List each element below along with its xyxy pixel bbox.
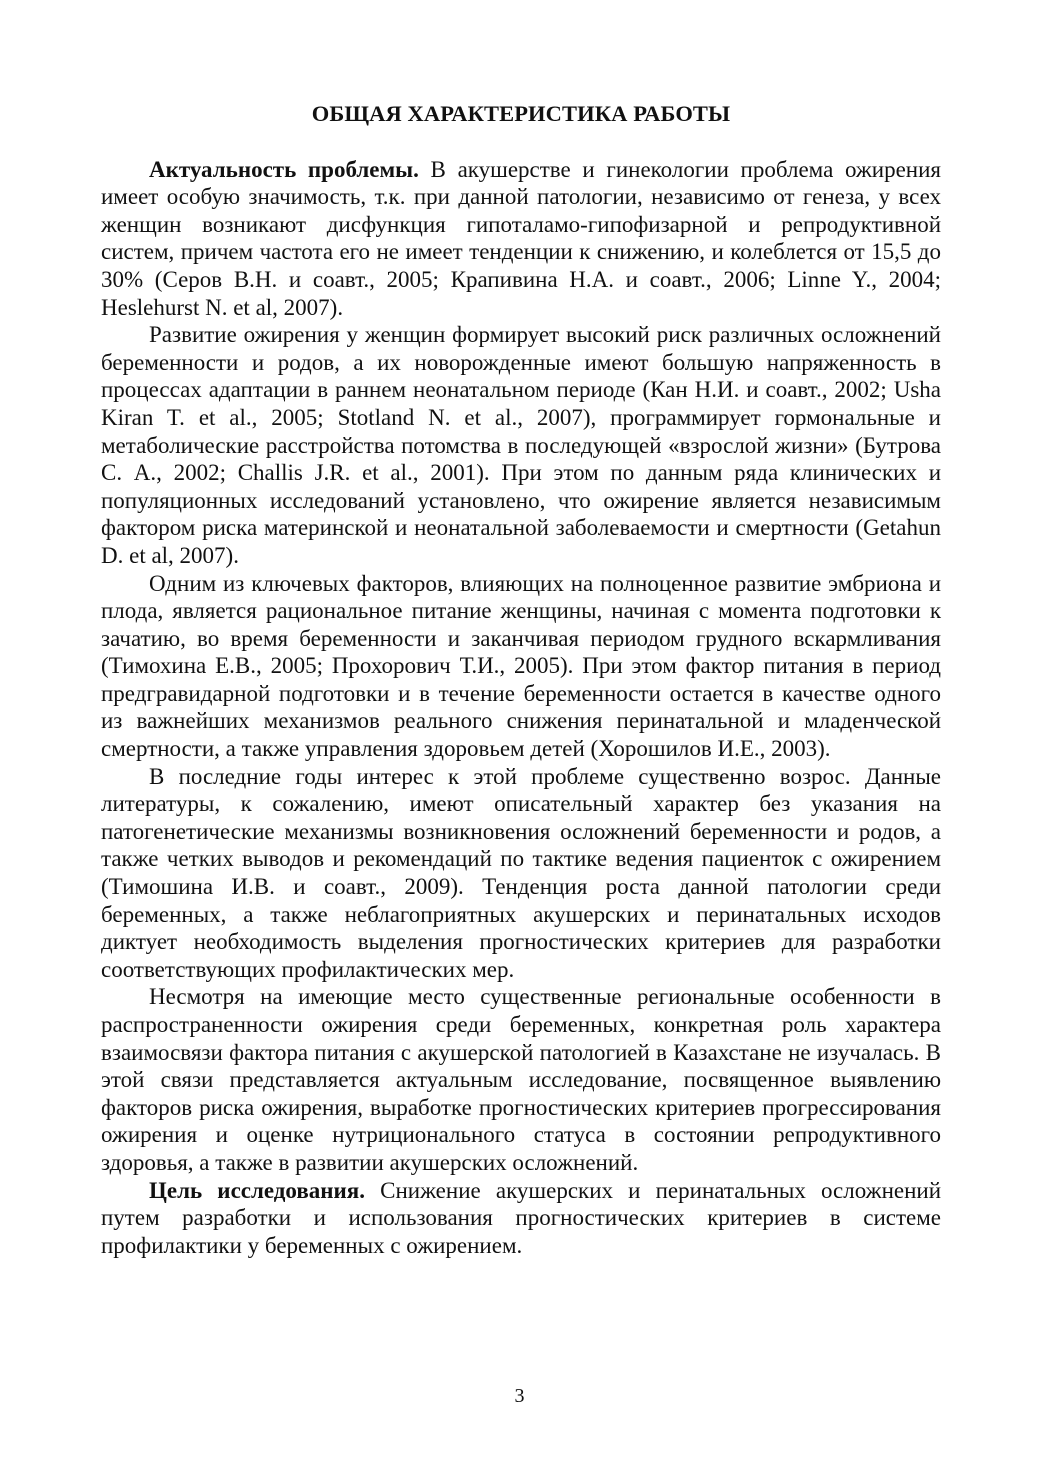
paragraph-literature bbox=[101, 763, 941, 984]
paragraph-nutrition bbox=[101, 570, 941, 763]
page-title: ОБЩАЯ ХАРАКТЕРИСТИКА РАБОТЫ bbox=[311, 101, 731, 126]
paragraph-text: В последние годы интерес к этой проблеме существенно возрос. Данные литературы, к сожалению, имеют описательный характер без указания на патогенетические механизмы возникновения осложнений беременности и родов, а также четких выводов и рекомендаций по тактике ведения пациенток с ожирением (Тимошина И.В. и соавт., 2009). Тенденция роста данной патологии среди беременных, а также неблагоприятных акушерских и перинатальных исходов диктует необходимость выделения прогностических критериев для разработки соответствующих профилактических мер. bbox=[101, 763, 941, 982]
paragraph-text: Одним из ключевых факторов, влияющих на полноценное развитие эмбриона и плода, является рациональное питание женщины, начиная с момента подготовки к зачатию, во время беременности и заканчивая периодом грудного вскармливания (Тимохина Е.В., 2005; Прохорович Т.И., 2005). При этом фактор питания в период предгравидарной подготовки и в течение беременности остается в качестве одного из важнейших механизмов реального снижения перинатальной и младенческой смертности, а также управления здоровьем детей (Хорошилов И.Е., 2003). bbox=[101, 570, 941, 762]
page-number: 3 bbox=[514, 1385, 525, 1407]
paragraph-text: Снижение акушерских и перинатальных осложнений путем разработки и использования прогностических критериев в системе профилактики у беременных с ожирением. bbox=[101, 1177, 942, 1258]
paragraph-lead: Цель исследования. bbox=[149, 1177, 365, 1203]
paragraph-text: Развитие ожирения у женщин формирует высокий риск различных осложнений беременности и родов, а их новорожденные имеют большую напряженность в процессах адаптации в раннем неонатальном периоде (Кан Н.И. и соавт., 2002; Usha Kiran T. et al., 2005; Stotland N. et al., 2007), программирует гормональные и метаболические расстройства потомства в последующей «взрослой жизни» (Бутрова С. А., 2002; Challis J.R. et al., 2001). При этом по данным ряда клинических и популяционных исследований установлено, что ожирение является независимым фактором риска материнской и неонатальной заболеваемости и смертности (Getahun D. et al, 2007). bbox=[101, 322, 941, 568]
paragraph-obesity-risk bbox=[101, 321, 941, 569]
paragraph-text: В акушерстве и гинекологии проблема ожирения имеет особую значимость, т.к. при данной патологии, независимо от генеза, у всех женщин возникают дисфункция гипоталамо-гипофизарной и репродуктивной систем, причем частота его не имеет тенденции к снижению, и колеблется от 15,5 до 30% (Серов В.Н. и соавт., 2005; Крапивина Н.А. и соавт., 2006; Linne Y., 2004; Heslehurst N. et al, 2007). bbox=[101, 156, 941, 320]
paragraph-kazakhstan bbox=[101, 983, 941, 1176]
paragraph-text: Несмотря на имеющие место существенные региональные особенности в распространенности ожирения среди беременных, конкретная роль характера взаимосвязи фактора питания с акушерской патологией в Казахстане не изучалась. В этой связи представляется актуальным исследование, посвященное выявлению факторов риска ожирения, выработке прогностических критериев прогрессирования ожирения и оценке нутриционального статуса в состоянии репродуктивного здоровья, а также в развитии акушерских осложнений. bbox=[101, 984, 941, 1175]
paragraph-lead: Актуальность проблемы. bbox=[149, 156, 419, 182]
paragraph-relevance bbox=[101, 156, 941, 322]
page-content bbox=[101, 100, 941, 1259]
paragraph-research-goal bbox=[101, 1177, 941, 1260]
